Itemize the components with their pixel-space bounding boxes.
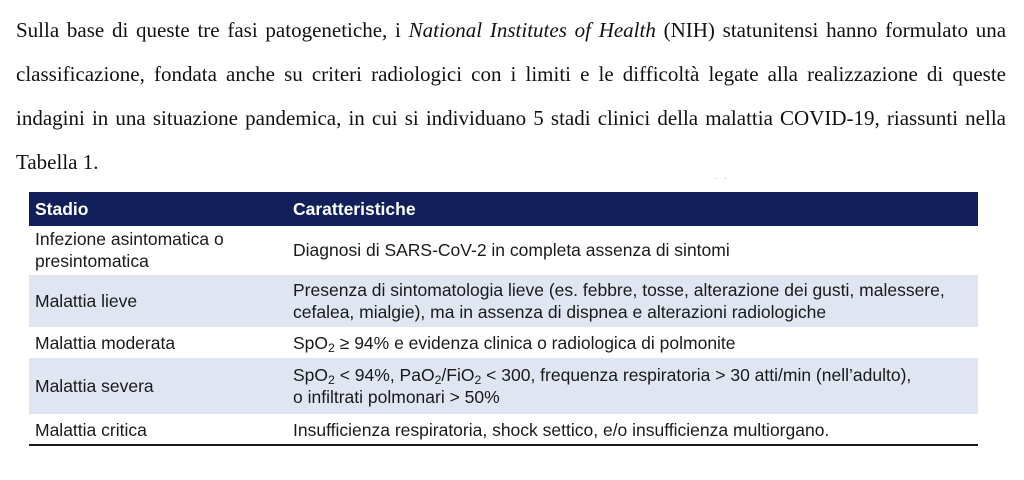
stadio-cell: Malattia lieve <box>29 275 287 328</box>
spo2-label: SpO <box>293 332 329 353</box>
table-row <box>29 275 978 328</box>
spo2-subscript: 2 <box>328 373 335 388</box>
stadio-cell: Malattia critica <box>29 415 287 446</box>
paragraph-italic-nih: National Institutes of Health <box>408 18 656 42</box>
severa-text-part3: /FiO <box>441 365 475 385</box>
caratteristiche-cell: Diagnosi di SARS-CoV-2 in completa assenza di sintomi <box>287 226 978 275</box>
caratteristiche-cell <box>287 328 978 358</box>
scan-artifact: · · <box>715 174 729 183</box>
stadio-cell: Infezione asintomatica o presintomatica <box>29 226 287 275</box>
table-row <box>29 358 978 415</box>
intro-paragraph <box>16 8 1006 184</box>
table-row <box>29 328 978 358</box>
caratteristiche-cell: Presenza di sintomatologia lieve (es. febbre, tosse, alterazione dei gusti, malessere, cefalea, mialgie), ma in assenza di dispnea e alterazioni radiologiche <box>287 275 978 328</box>
stadio-cell: Malattia moderata <box>29 328 287 358</box>
paragraph-text-end: (NIH) statunitensi hanno formulato una classificazione, fondata anche su criteri radiologici con i limiti e le difficoltà legate alla realizzazione di queste indagini in una situazione pandemica, in cui si individuano 5 stadi clinici della malattia COVID-19, riassunti nella Tabella 1. <box>16 18 1007 174</box>
table-row <box>29 415 978 446</box>
stadio-cell: Malattia severa <box>29 358 287 415</box>
spo2-subscript: 2 <box>328 340 335 355</box>
severa-text-part2: < 94%, PaO <box>334 365 435 385</box>
stages-table <box>29 192 978 446</box>
severa-text-part4: < 300, frequenza respiratoria > 30 atti/min (nell’adulto), <box>481 365 912 385</box>
header-caratteristiche: Caratteristiche <box>287 192 978 226</box>
pao2-subscript: 2 <box>434 373 442 388</box>
spo2-label: SpO <box>293 365 329 385</box>
header-stadio: Stadio <box>29 192 287 226</box>
table-row <box>29 226 978 275</box>
severa-text-line2: o infiltrati polmonari > 50% <box>293 387 500 407</box>
caratteristiche-cell <box>287 358 978 415</box>
fio2-subscript: 2 <box>474 373 482 388</box>
caratteristiche-cell: Insufficienza respiratoria, shock settico, e/o insufficienza multiorgano. <box>287 415 978 446</box>
moderata-text: ≥ 94% e evidenza clinica o radiologica di polmonite <box>334 332 736 353</box>
table-header-row <box>29 192 978 226</box>
paragraph-text-start: Sulla base di queste tre fasi patogenetiche, i <box>16 18 409 42</box>
